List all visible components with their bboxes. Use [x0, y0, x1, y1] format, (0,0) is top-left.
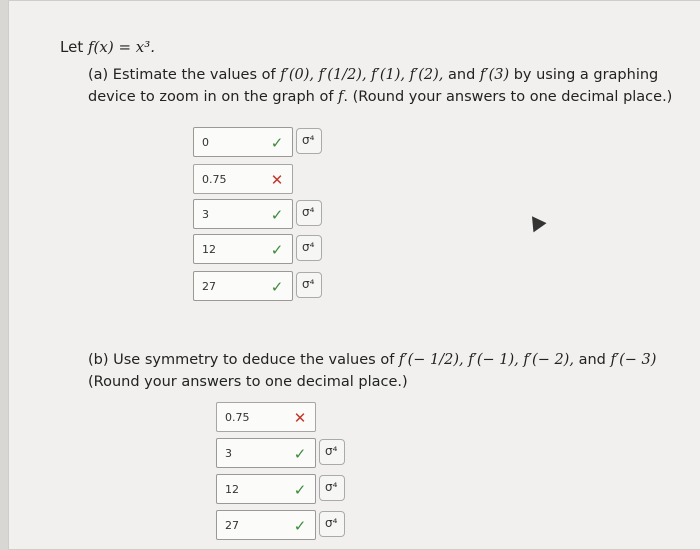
- help-icon: σ⁴: [302, 133, 315, 147]
- check-icon: ✓: [270, 206, 284, 224]
- check-icon: ✓: [270, 134, 284, 152]
- help-button[interactable]: [319, 439, 345, 465]
- answer-value: 0.75: [225, 411, 250, 424]
- intro-function: f(x) = x³.: [87, 38, 156, 56]
- part-a-text2: by using a graphing: [513, 67, 659, 83]
- part-b-text: (b) Use symmetry to deduce the values of: [88, 352, 395, 368]
- answer-value: 27: [225, 519, 239, 532]
- answer-input[interactable]: [193, 164, 293, 194]
- part-b-math2: f′(− 3): [610, 352, 657, 368]
- answer-value: 3: [202, 208, 209, 221]
- help-icon: σ⁴: [302, 277, 315, 291]
- part-a-text3: device to zoom in on the graph of: [88, 89, 334, 105]
- check-icon: ✓: [293, 517, 307, 535]
- check-icon: ✓: [293, 481, 307, 499]
- answer-input[interactable]: [216, 438, 316, 468]
- answer-input[interactable]: [193, 199, 293, 229]
- help-button[interactable]: [296, 235, 322, 261]
- answer-value: 12: [225, 483, 239, 496]
- answer-value: 12: [202, 243, 216, 256]
- answer-input[interactable]: [193, 234, 293, 264]
- help-button[interactable]: [296, 200, 322, 226]
- help-icon: σ⁴: [302, 205, 315, 219]
- help-button[interactable]: [319, 475, 345, 501]
- part-a-math: f′(0), f′(1/2), f′(1), f′(2),: [280, 67, 444, 83]
- part-a-text: (a) Estimate the values of: [88, 67, 276, 83]
- answer-input[interactable]: [193, 271, 293, 301]
- mouse-cursor-icon: [525, 212, 546, 233]
- check-icon: ✓: [270, 241, 284, 259]
- answer-value: 3: [225, 447, 232, 460]
- answer-input[interactable]: [193, 127, 293, 157]
- help-icon: σ⁴: [325, 480, 338, 494]
- part-b-text2: (Round your answers to one decimal place.): [88, 374, 408, 390]
- answer-value: 27: [202, 280, 216, 293]
- help-icon: σ⁴: [325, 516, 338, 530]
- part-b-instructions: [88, 349, 700, 393]
- answer-input[interactable]: [216, 402, 316, 432]
- answer-value: 0.75: [202, 173, 227, 186]
- help-button[interactable]: [319, 511, 345, 537]
- intro-prefix: Let: [60, 38, 84, 56]
- part-a-and: and: [448, 67, 476, 83]
- part-b-and: and: [578, 352, 606, 368]
- problem-statement: [60, 38, 155, 56]
- help-icon: σ⁴: [325, 444, 338, 458]
- part-b-math: f′(− 1/2), f′(− 1), f′(− 2),: [398, 352, 574, 368]
- close-icon: ✕: [293, 409, 307, 427]
- help-button[interactable]: [296, 272, 322, 298]
- answer-value: 0: [202, 136, 209, 149]
- part-a-instructions: [88, 64, 700, 108]
- answer-input[interactable]: [216, 474, 316, 504]
- question-page: [8, 0, 700, 550]
- part-a-text4: . (Round your answers to one decimal place.): [343, 89, 673, 105]
- close-icon: ✕: [270, 171, 284, 189]
- check-icon: ✓: [270, 278, 284, 296]
- part-a-math2: f′(3): [479, 67, 510, 83]
- answer-input[interactable]: [216, 510, 316, 540]
- help-button[interactable]: [296, 128, 322, 154]
- help-icon: σ⁴: [302, 240, 315, 254]
- check-icon: ✓: [293, 445, 307, 463]
- part-a-math3: f: [338, 89, 344, 105]
